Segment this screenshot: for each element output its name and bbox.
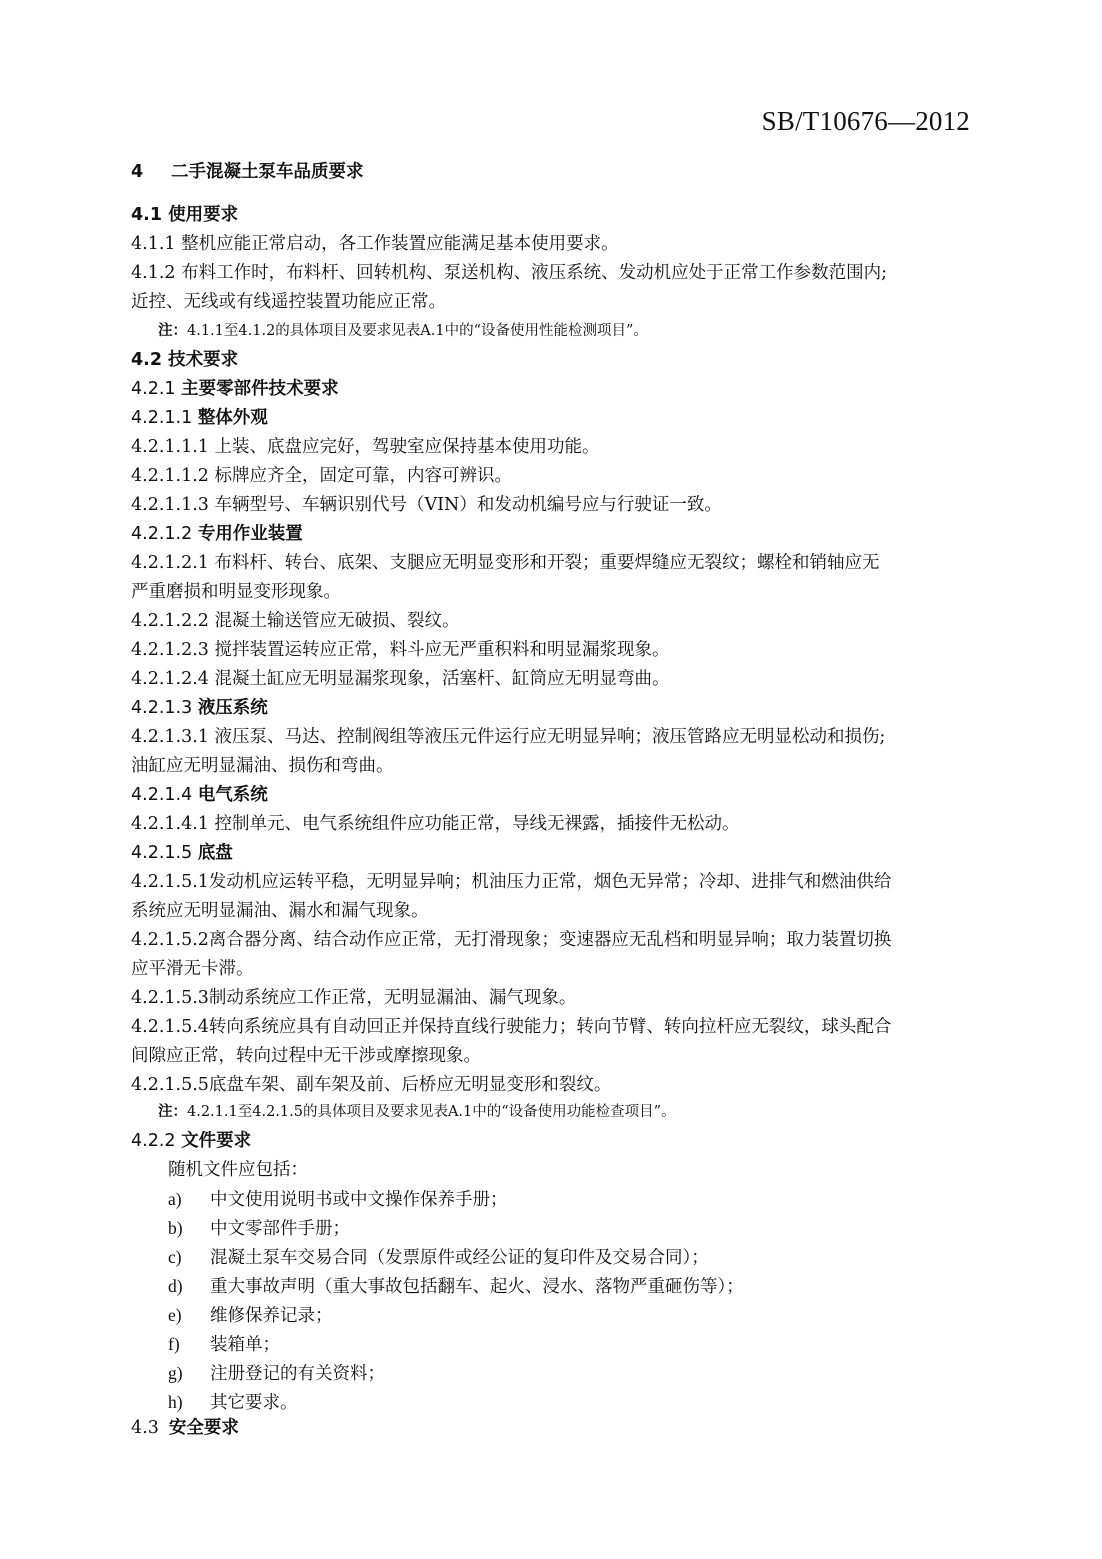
list-marker: f) [168, 1334, 180, 1354]
subsection-4-2-1-1-heading [131, 404, 971, 433]
subsection-number: 4.2.1.5 [131, 843, 193, 863]
list-item-text: 重大事故声明（重大事故包括翻车、起火、浸水、落物严重砸伤等）； [210, 1277, 744, 1297]
section-4-1-heading [131, 201, 971, 230]
list-marker: c) [168, 1247, 182, 1267]
subsection-number: 4.2.2 [131, 1131, 176, 1151]
list-marker: e) [168, 1305, 182, 1325]
list-marker: g) [168, 1363, 183, 1383]
note-4-1 [158, 320, 648, 342]
clause-4-2-1-1-1: 4.2.1.1.1 上装、底盘应完好，驾驶室应保持基本使用功能。 [131, 437, 600, 457]
list-item-text: 装箱单； [210, 1335, 280, 1355]
clause-4-2-1-2-2: 4.2.1.2.2 混凝土输送管应无破损、裂纹。 [131, 611, 460, 631]
clause-4-1-1: 4.1.1 整机应能正常启动，各工作装置应能满足基本使用要求。 [131, 234, 619, 254]
clause-4-2-1-3-1-line1: 4.2.1.3.1 液压泵、马达、控制阀组等液压元件运行应无明显异响；液压管路应无明显松动和损伤; [131, 727, 886, 747]
clause-4-2-1-5-4-line2: 间隙应正常，转向过程中无干涉或摩擦现象。 [131, 1046, 481, 1066]
list-marker: d) [168, 1276, 183, 1296]
note-label: 注： [158, 323, 187, 339]
list-item [168, 1214, 350, 1244]
subsection-4-2-1-2-heading [131, 520, 971, 549]
subsection-title: 底盘 [197, 843, 233, 863]
subsection-number: 4.2.1.3 [131, 698, 193, 718]
clause-4-2-1-2-3: 4.2.1.2.3 搅拌装置运转应正常，料斗应无严重积料和明显漏浆现象。 [131, 640, 670, 660]
section-4-number: 4 [131, 162, 144, 182]
documents-intro: 随机文件应包括： [168, 1160, 308, 1180]
clause-4-2-1-1-2: 4.2.1.1.2 标牌应齐全，固定可靠，内容可辨识。 [131, 466, 512, 486]
clause-4-2-1-5-1-line2: 系统应无明显漏油、漏水和漏气现象。 [131, 901, 429, 921]
list-item-text: 中文使用说明书或中文操作保养手册； [210, 1190, 508, 1210]
clause-4-2-1-5-5: 4.2.1.5.5底盘车架、副车架及前、后桥应无明显变形和裂纹。 [131, 1075, 612, 1095]
list-item [168, 1243, 709, 1273]
list-item [168, 1359, 385, 1389]
standard-number: SB/T10676—2012 [761, 106, 970, 136]
subsection-4-2-2-heading [131, 1127, 971, 1156]
subsection-title: 专用作业装置 [197, 524, 303, 544]
clause-4-2-1-5-3: 4.2.1.5.3制动系统应工作正常，无明显漏油、漏气现象。 [131, 988, 577, 1008]
subsection-title: 文件要求 [181, 1131, 252, 1151]
clause-4-2-1-1-3: 4.2.1.1.3 车辆型号、车辆识别代号（VIN）和发动机编号应与行驶证一致。 [131, 495, 722, 515]
list-item-text: 混凝土泵车交易合同（发票原件或经公证的复印件及交易合同）； [210, 1248, 709, 1268]
note-text: 4.2.1.1至4.2.1.5的具体项目及要求见表A.1中的“设备使用功能检查项目”。 [187, 1104, 676, 1120]
clause-4-2-1-5-1-line1: 4.2.1.5.1发动机应运转平稳，无明显异响；机油压力正常，烟色无异常；冷却、进排气和燃油供给 [131, 872, 892, 892]
note-4-2 [158, 1101, 676, 1123]
clause-4-2-1-4-1: 4.2.1.4.1 控制单元、电气系统组件应功能正常，导线无裸露，插接件无松动。 [131, 814, 740, 834]
clause-4-2-1-2-1-line1: 4.2.1.2.1 布料杆、转台、底架、支腿应无明显变形和开裂；重要焊缝应无裂纹；螺栓和销轴应无 [131, 553, 880, 573]
list-marker: a) [168, 1189, 182, 1209]
section-4-3-number: 4.3 [131, 1418, 159, 1438]
subsection-title: 主要零部件技术要求 [181, 379, 339, 399]
section-4-heading [131, 158, 364, 183]
list-marker: b) [168, 1218, 183, 1238]
subsection-4-2-1-4-heading [131, 781, 971, 810]
subsection-4-2-1-heading [131, 375, 971, 404]
list-item [168, 1330, 280, 1360]
subsection-number: 4.2.1 [131, 379, 176, 399]
subsection-title: 整体外观 [197, 408, 268, 428]
note-text: 4.1.1至4.1.2的具体项目及要求见表A.1中的“设备使用性能检测项目”。 [187, 323, 648, 339]
subsection-4-2-1-3-heading [131, 694, 971, 723]
list-item [168, 1185, 508, 1215]
clause-4-2-1-5-2-line1: 4.2.1.5.2离合器分离、结合动作应正常，无打滑现象；变速器应无乱档和明显异响；取力装置切换 [131, 930, 892, 950]
list-item-text: 注册登记的有关资料； [210, 1364, 385, 1384]
section-4-2-number: 4.2 [131, 350, 163, 370]
note-label: 注： [158, 1104, 187, 1120]
clause-4-1-2-line2: 近控、无线或有线遥控装置功能应正常。 [131, 292, 446, 312]
clause-4-2-1-3-1-line2: 油缸应无明显漏油、损伤和弯曲。 [131, 756, 394, 776]
list-item-text: 其它要求。 [210, 1393, 298, 1413]
subsection-number: 4.2.1.1 [131, 408, 193, 428]
clause-4-2-1-5-4-line1: 4.2.1.5.4转向系统应具有自动回正并保持直线行驶能力；转向节臂、转向拉杆应无裂纹，球头配合 [131, 1017, 892, 1037]
subsection-4-2-1-5-heading [131, 839, 971, 868]
subsection-title: 液压系统 [197, 698, 268, 718]
section-4-2-heading [131, 346, 971, 375]
list-item [168, 1301, 333, 1331]
list-item [168, 1272, 744, 1302]
clause-4-2-1-2-4: 4.2.1.2.4 混凝土缸应无明显漏浆现象，活塞杆、缸筒应无明显弯曲。 [131, 669, 670, 689]
clause-4-1-2-line1: 4.1.2 布料工作时，布料杆、回转机构、泵送机构、液压系统、发动机应处于正常工作参数范围内; [131, 263, 887, 283]
section-4-1-title: 使用要求 [168, 205, 239, 225]
section-4-2-title: 技术要求 [168, 350, 239, 370]
subsection-number: 4.2.1.4 [131, 785, 193, 805]
section-4-1-number: 4.1 [131, 205, 163, 225]
list-marker: h) [168, 1392, 183, 1412]
list-item-text: 维修保养记录； [210, 1306, 333, 1326]
clause-4-2-1-2-1-line2: 严重磨损和明显变形现象。 [131, 582, 341, 602]
subsection-number: 4.2.1.2 [131, 524, 193, 544]
subsection-title: 电气系统 [197, 785, 268, 805]
section-4-3-heading [131, 1414, 239, 1443]
section-4-3-title: 安全要求 [168, 1418, 239, 1438]
list-item-text: 中文零部件手册； [210, 1219, 350, 1239]
clause-4-2-1-5-2-line2: 应平滑无卡滞。 [131, 959, 254, 979]
section-4-title: 二手混凝土泵车品质要求 [171, 162, 364, 182]
